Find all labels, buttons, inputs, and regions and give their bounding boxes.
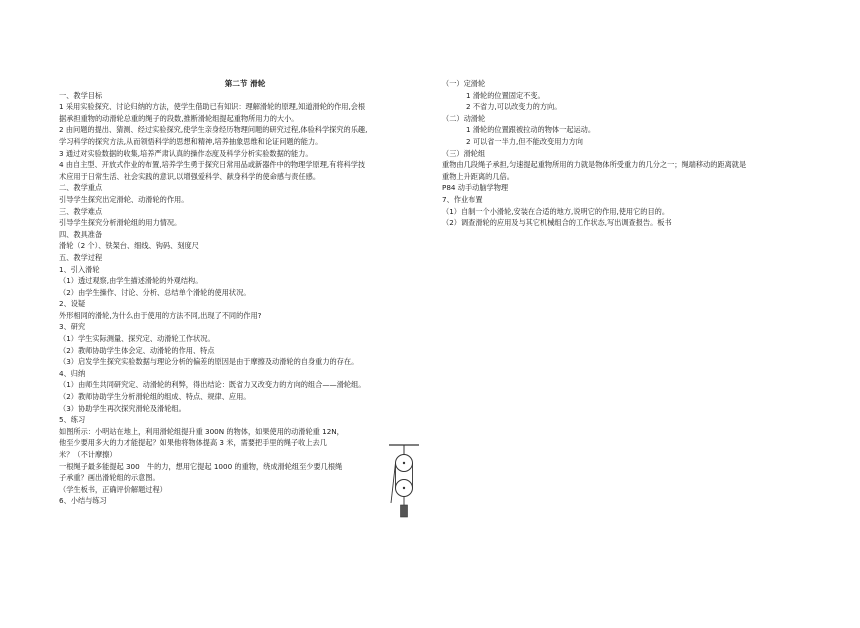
process-step: 2、设疑 [59, 299, 86, 309]
heading-pulley-block: （三）滑轮组 [442, 148, 486, 158]
heading-fixed-pulley: （一）定滑轮 [442, 79, 486, 88]
exercise-text: 如图所示：小明站在地上，利用滑轮组提升重 300N 的物体，如果使用的动滑轮重 12N， [59, 426, 344, 436]
movable-pulley-axle [403, 487, 405, 489]
process-step: 1、引入滑轮 [59, 264, 100, 274]
movable-pulley-point: 1 滑轮的位置跟被拉动的物体一起运动。 [466, 125, 596, 135]
process-step: 6、小结与练习 [59, 496, 107, 506]
exercise-text: （学生板书，正确评价解题过程） [59, 484, 167, 494]
objective-line: 学习科学的探究方法,从而领悟科学的思想和精神,培养抽象思维和论证问题的能力。 [59, 136, 323, 146]
right-column [442, 78, 832, 229]
movable-pulley-point: 2 可以省一半力,但不能改变用力方向 [466, 136, 583, 146]
exercise-text: 一根绳子最多能提起 300 牛的力，想用它提起 1000 的重物，绕成滑轮组至少要几根绳 [59, 461, 343, 471]
heading-process: 五、教学过程 [59, 252, 103, 262]
left-column [59, 78, 431, 507]
pulley-block-text: 重物上升距离的几倍。 [442, 171, 514, 181]
process-item: （3）启发学生探究实验数据与理论分析的偏差的原因是由于摩擦及动滑轮的自身重力的存在。 [59, 357, 359, 367]
process-item: （2）教师协助学生体会定、动滑轮的作用、特点 [59, 345, 215, 355]
pulley-system-figure [385, 443, 435, 523]
fixed-pulley-point: 2 不省力,可以改变力的方向。 [466, 102, 562, 112]
heading-equipment: 四、教具准备 [59, 229, 103, 239]
hanging-weight [401, 505, 408, 517]
heading-key-points: 二、教学重点 [59, 183, 103, 193]
exercise-text: 子承重？画出滑轮组的示意图。 [59, 473, 160, 483]
process-item: （1）由师生共同研究定、动滑轮的利弊，得出结论：既省力又改变力的方向的组合——滑轮组。 [59, 380, 366, 390]
objective-line: 据承担重物的动滑轮总重的绳子的段数,推断滑轮组提起重物所用力的大小。 [59, 113, 299, 123]
heading-movable-pulley: （二）动滑轮 [442, 113, 486, 123]
objective-line: 1 采用实验探究、讨论归纳的方法，使学生借助已有知识：理解滑轮的原理,知道滑轮的作用,会根 [59, 102, 366, 112]
objective-line: 2 由问题的提出、猜测、经过实验探究,使学生亲身经历物理问题的研究过程,体验科学探究的乐趣, [59, 125, 368, 135]
process-item: （1）学生实际测量、探究定、动滑轮工作状况。 [59, 334, 215, 344]
pulley-block-text: 重物由几段绳子承担,匀速提起重物所用的力就是物体所受重力的几分之一；绳端移动的距离就是 [442, 160, 747, 170]
equipment-text: 滑轮（2 个）、铁架台、细线、钩码、刻度尺 [59, 241, 199, 251]
process-step: 4、归纳 [59, 368, 86, 378]
exercise-text: 米？（不计摩擦） [59, 450, 117, 459]
process-item: （3）协助学生再次探究滑轮及滑轮组。 [59, 403, 186, 413]
rope-free-end [391, 463, 396, 503]
process-step: 5、练习 [59, 415, 86, 425]
process-item: （1）透过观察,由学生描述滑轮的外观结构。 [59, 276, 203, 286]
process-step: 3、研究 [59, 322, 86, 332]
process-item: （2）教师协助学生分析滑轮组的组成、特点、规律、应用。 [59, 392, 251, 402]
difficulty-text: 引导学生探究分析滑轮组的用力情况。 [59, 218, 182, 228]
objective-line: 术应用于日常生活、社会实践的意识,以增强爱科学、献身科学的使命感与责任感。 [59, 171, 321, 181]
fixed-pulley-axle [403, 462, 405, 464]
objective-line: 3 通过对实验数据的收集,培养严肃认真的操作态度及科学分析实验数据的能力。 [59, 148, 313, 158]
heading-difficulties: 三、教学难点 [59, 206, 103, 216]
homework-item: （1）自制一个小滑轮,安装在合适的地方,说明它的作用,使用它的目的。 [442, 206, 670, 216]
process-item: （2）由学生操作、讨论、分析、总结单个滑轮的使用状况。 [59, 287, 251, 297]
textbook-reference: P84 动手动脑学物理 [442, 183, 509, 193]
key-point-text: 引导学生探究出定滑轮、动滑轮的作用。 [59, 194, 189, 204]
heading-homework: 7、作业布置 [442, 194, 483, 204]
process-item: 外形相同的滑轮,为什么由于使用的方法不同,出现了不同的作用? [59, 310, 262, 320]
page-title: 第二节 滑轮 [224, 79, 266, 88]
objective-line: 4 由自主型、开放式作业的布置,培养学生勇于探究日常用品或新器件中的物理学原理,有将科学技 [59, 160, 366, 170]
fixed-pulley-point: 1 滑轮的位置固定不变。 [466, 90, 545, 100]
homework-item: （2）调查滑轮的应用及与其它机械组合的工作状态,写出调查报告。板书 [442, 218, 672, 228]
exercise-text: 他至少要用多大的力才能提起？如果他将物体提高 3 米，需要把手里的绳子收上去几 [59, 438, 327, 448]
heading-objectives: 一、教学目标 [59, 90, 103, 100]
